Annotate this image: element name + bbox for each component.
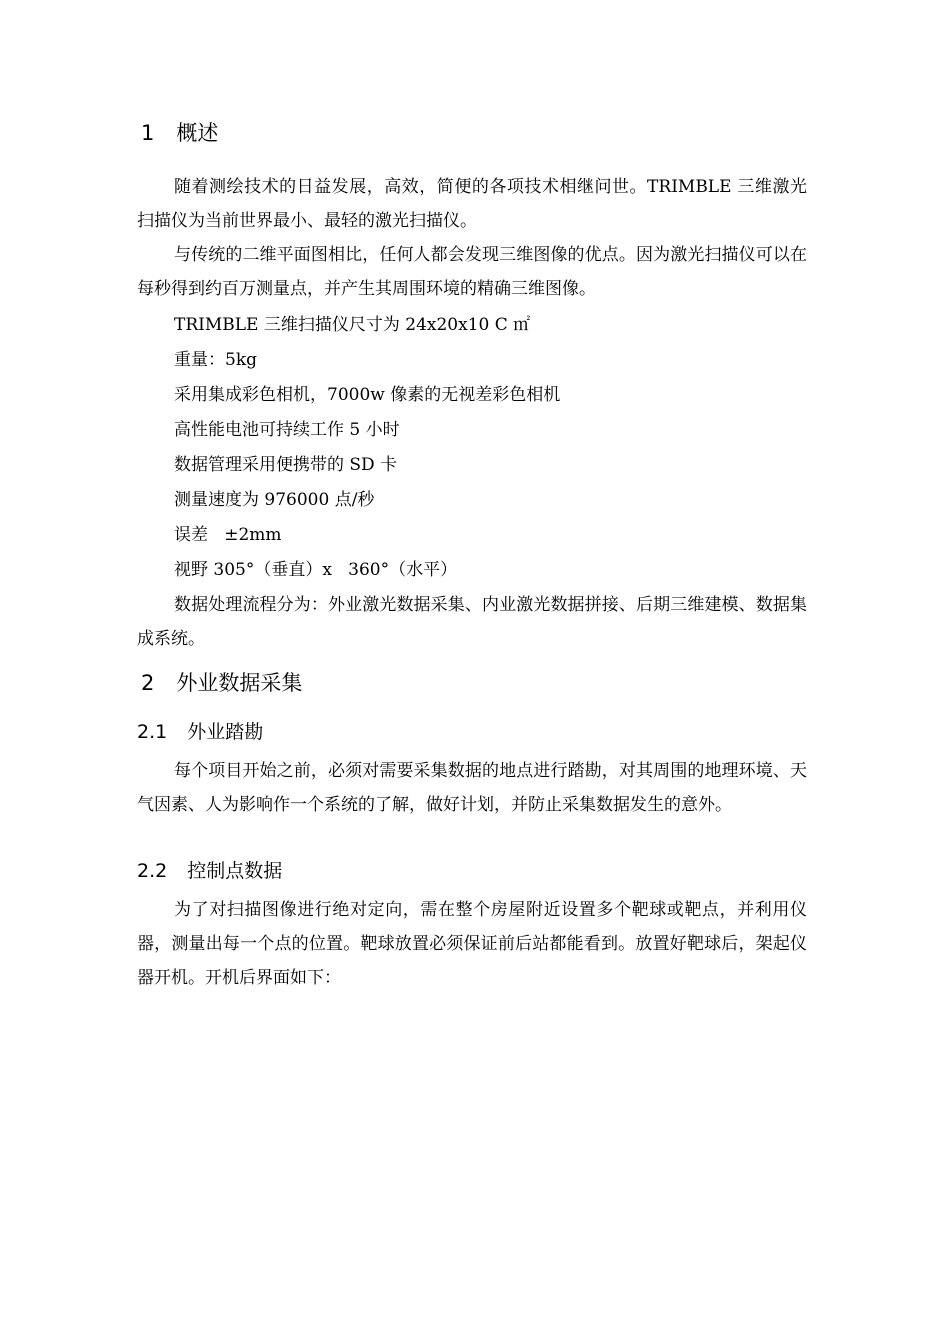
spec-size: TRIMBLE 三维扫描仪尺寸为 24x20x10 C ㎡ bbox=[174, 315, 531, 335]
section-1-heading bbox=[141, 119, 218, 147]
section-2-number: 2 bbox=[141, 671, 155, 695]
section-2-2-title: 控制点数据 bbox=[187, 860, 283, 882]
spec-speed: 测量速度为 976000 点/秒 bbox=[174, 490, 375, 510]
section-1-title: 概述 bbox=[176, 121, 219, 145]
section-2-title: 外业数据采集 bbox=[176, 671, 303, 695]
spec-camera: 采用集成彩色相机，7000w 像素的无视差彩色相机 bbox=[174, 385, 561, 405]
section-2-1-number: 2.1 bbox=[137, 721, 168, 743]
control-point-paragraph: 为了对扫描图像进行绝对定向，需在整个房屋附近设置多个靶球或靶点，并利用仪器，测量出每一个点的位置。靶球放置必须保证前后站都能看到。放置好靶球后，架起仪器开机。开机后界面如下： bbox=[137, 900, 807, 988]
spec-battery: 高性能电池可持续工作 5 小时 bbox=[174, 420, 400, 440]
spec-error: 误差 ±2mm bbox=[174, 525, 282, 545]
section-1-number: 1 bbox=[141, 121, 155, 145]
spec-field-of-view: 视野 305°（垂直）x 360°（水平） bbox=[174, 560, 458, 580]
section-2-2-number: 2.2 bbox=[137, 860, 168, 882]
spec-weight: 重量：5kg bbox=[174, 350, 257, 370]
comparison-paragraph: 与传统的二维平面图相比，任何人都会发现三维图像的优点。因为激光扫描仪可以在每秒得到约百万测量点，并产生其周围环境的精确三维图像。 bbox=[137, 245, 807, 299]
section-2-1-title: 外业踏勘 bbox=[187, 721, 264, 743]
section-2-1-heading bbox=[137, 719, 263, 745]
survey-paragraph: 每个项目开始之前，必须对需要采集数据的地点进行踏勘，对其周围的地理环境、天气因素、人为影响作一个系统的了解，做好计划，并防止采集数据发生的意外。 bbox=[137, 761, 807, 815]
workflow-paragraph: 数据处理流程分为：外业激光数据采集、内业激光数据拼接、后期三维建模、数据集成系统。 bbox=[137, 595, 807, 649]
spec-storage: 数据管理采用便携带的 SD 卡 bbox=[174, 455, 398, 475]
section-2-2-heading bbox=[137, 858, 282, 884]
intro-paragraph: 随着测绘技术的日益发展，高效，简便的各项技术相继问世。TRIMBLE 三维激光扫描仪为当前世界最小、最轻的激光扫描仪。 bbox=[137, 177, 807, 231]
section-2-heading bbox=[141, 669, 302, 697]
